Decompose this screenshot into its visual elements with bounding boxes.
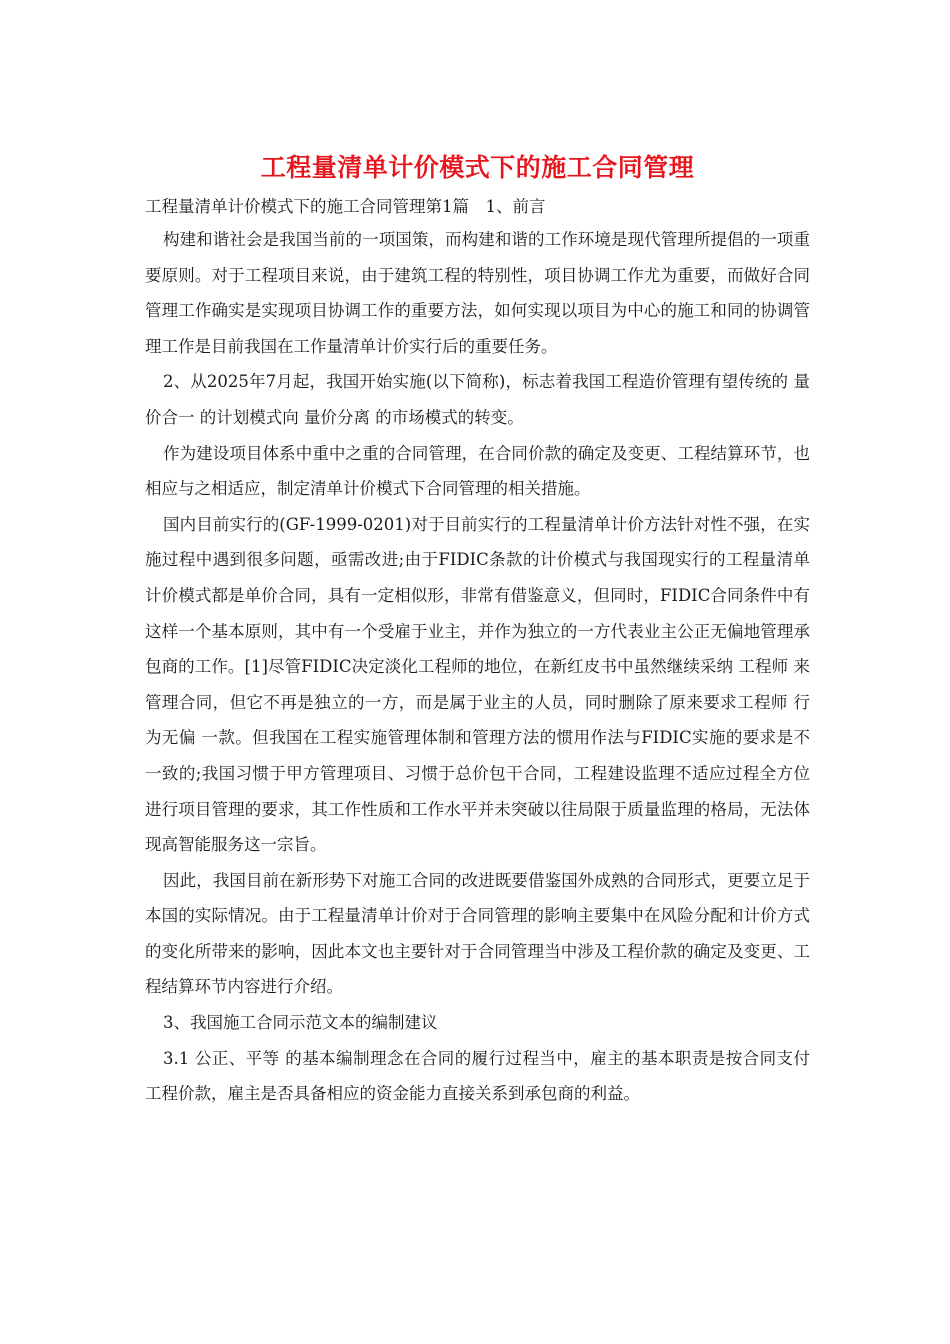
section-heading-3: 3、我国施工合同示范文本的编制建议: [163, 1013, 438, 1033]
paragraph-conclusion: 因此，我国目前在新形势下对施工合同的改进既要借鉴国外成熟的合同形式，更要立足于本国的实际情况。由于工程量清单计价对于合同管理的影响主要集中在风险分配和计价方式的变化所带来的影响，因此本文也主要针对于合同管理当中涉及工程价款的确定及变更、工程结算环节内容进行介绍。: [145, 870, 810, 997]
paragraph-contract-management: 作为建设项目体系中重中之重的合同管理，在合同价款的确定及变更、工程结算环节，也相应与之相适应，制定清单计价模式下合同管理的相关措施。: [145, 443, 810, 499]
section-subhead: 工程量清单计价模式下的施工合同管理第1篇 1、前言: [145, 197, 546, 216]
paragraph-fidic: 国内目前实行的(GF-1999-0201)对于目前实行的工程量清单计价方法针对性不强，在实施过程中遇到很多问题，亟需改进;由于FIDIC条款的计价模式与我国现实行的工程量清单计价模式都是单价合同，具有一定相似形，非常有借鉴意义，但同时，FIDIC合同条件中有这样一个基本原则，其中有一个受雇于业主，并作为独立的一方代表业主公正无偏地管理承包商的工作。[1]尽管FIDIC决定淡化工程师的地位，在新红皮书中虽然继续采纳 工程师 来管理合同，但它不再是独立的一方，而是属于业主的人员，同时删除了原来要求工程师 行为无偏 一款。但我国在工程实施管理体制和管理方法的惯用作法与FIDIC实施的要求是不一致的;我国习惯于甲方管理项目、习惯于总价包干合同，工程建设监理不适应过程全方位进行项目管理的要求，其工作性质和工作水平并未突破以往局限于质量监理的格局，无法体现高智能服务这一宗旨。: [145, 514, 810, 855]
paragraph-implementation: 2、从2025年7月起，我国开始实施(以下简称)，标志着我国工程造价管理有望传统的 量价合一 的计划模式向 量价分离 的市场模式的转变。: [145, 372, 810, 427]
paragraph-3-1: 3.1 公正、平等 的基本编制理念在合同的履行过程当中，雇主的基本职责是按合同支付工程价款，雇主是否具备相应的资金能力直接关系到承包商的利益。: [145, 1048, 810, 1104]
paragraph-intro: 构建和谐社会是我国当前的一项国策，而构建和谐的工作环境是现代管理所提倡的一项重要原则。对于工程项目来说，由于建筑工程的特别性，项目协调工作尤为重要，而做好合同管理工作确实是实现项目协调工作的重要方法，如何实现以项目为中心的施工和同的协调管理工作是目前我国在工作量清单计价实行后的重要任务。: [145, 230, 810, 356]
document-title: 工程量清单计价模式下的施工合同管理: [260, 153, 695, 182]
document-page: [145, 150, 810, 1112]
